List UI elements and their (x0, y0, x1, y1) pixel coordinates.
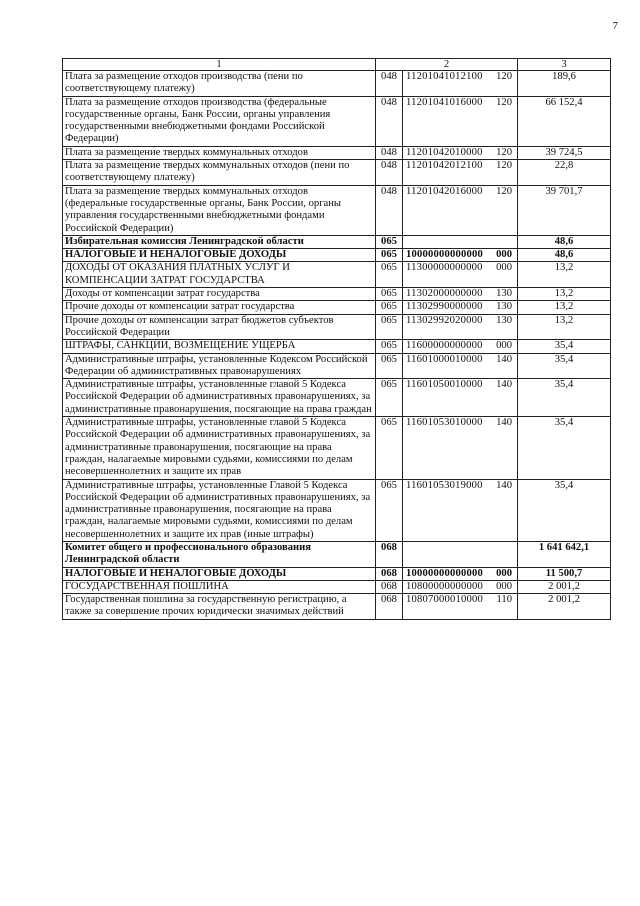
row-amount-cell: 13,2 (518, 262, 611, 288)
table-row (63, 580, 611, 593)
row-classification-cell (403, 262, 518, 288)
row-admin-code-cell: 048 (376, 185, 403, 235)
row-classification-cell (403, 353, 518, 379)
row-amount-cell: 39 724,5 (518, 146, 611, 159)
row-classification-code: 11201042012100 (406, 160, 483, 172)
row-admin-code-cell: 048 (376, 146, 403, 159)
row-amount-cell: 35,4 (518, 417, 611, 479)
row-classification-cell (403, 340, 518, 353)
row-amount-cell: 2 001,2 (518, 580, 611, 593)
row-subtype-code: 000 (496, 580, 513, 592)
row-name-cell: ГОСУДАРСТВЕННАЯ ПОШЛИНА (63, 580, 376, 593)
row-amount-cell: 48,6 (518, 249, 611, 262)
row-admin-code-cell: 068 (376, 541, 403, 567)
row-classification-cell (403, 235, 518, 248)
row-subtype-code: 120 (496, 146, 513, 158)
row-subtype-code: 140 (496, 417, 513, 429)
header-col-2: 2 (376, 59, 518, 71)
row-amount-cell: 48,6 (518, 235, 611, 248)
row-classification-code: 10000000000000 (406, 567, 483, 579)
row-classification-cell (403, 301, 518, 314)
header-row (63, 59, 611, 71)
row-subtype-code: 120 (496, 185, 513, 197)
row-name-cell: Прочие доходы от компенсации затрат государства (63, 301, 376, 314)
row-admin-code-cell: 065 (376, 314, 403, 340)
row-classification-code: 11302990000000 (406, 301, 483, 313)
table-row (63, 262, 611, 288)
row-classification-code: 11302992020000 (406, 314, 483, 326)
row-amount-cell: 189,6 (518, 71, 611, 97)
row-classification-cell (403, 417, 518, 479)
row-subtype-code: 130 (496, 288, 513, 300)
row-classification-code: 11201042010000 (406, 146, 483, 158)
row-subtype-code: 130 (496, 314, 513, 326)
row-admin-code-cell: 065 (376, 288, 403, 301)
row-subtype-code: 000 (496, 567, 513, 579)
row-amount-cell: 13,2 (518, 288, 611, 301)
row-classification-cell (403, 288, 518, 301)
row-admin-code-cell: 065 (376, 249, 403, 262)
row-admin-code-cell: 048 (376, 96, 403, 146)
row-classification-cell (403, 71, 518, 97)
row-classification-code: 10807000010000 (406, 594, 483, 606)
row-amount-cell: 35,4 (518, 479, 611, 541)
row-classification-code: 11601053010000 (406, 417, 483, 429)
row-name-cell: Государственная пошлина за государственную регистрацию, а также за совершение прочих юридически значимых действий (63, 594, 376, 620)
row-classification-cell (403, 580, 518, 593)
row-subtype-code: 000 (496, 249, 513, 261)
row-amount-cell: 35,4 (518, 353, 611, 379)
row-classification-code: 10000000000000 (406, 249, 483, 261)
row-subtype-code: 110 (496, 594, 513, 606)
row-classification-cell (403, 567, 518, 580)
row-name-cell: Плата за размещение твердых коммунальных отходов (пени по соответствующему платежу) (63, 160, 376, 186)
table-row (63, 594, 611, 620)
row-classification-cell (403, 379, 518, 417)
row-name-cell: Административные штрафы, установленные Главой 5 Кодекса Российской Федерации об административных правонарушениях, за административные правонарушения, посягающие на права граждан, налагаемые мировыми судьями, комиссиями по делам несовершеннолетних и защите их прав (иные штрафы) (63, 479, 376, 541)
row-classification-code: 11201041012100 (406, 71, 483, 82)
row-classification-cell (403, 594, 518, 620)
page-number: 7 (612, 20, 618, 32)
table-row (63, 479, 611, 541)
table-row (63, 185, 611, 235)
row-classification-code: 11601050010000 (406, 379, 483, 391)
row-amount-cell: 66 152,4 (518, 96, 611, 146)
row-classification-code: 11601053019000 (406, 479, 483, 491)
row-subtype-code: 000 (496, 262, 513, 274)
row-admin-code-cell: 065 (376, 353, 403, 379)
row-name-cell: Плата за размещение отходов производства (федеральные государственные органы, Банк России, органы управления государственными внебюджетными фондами Российской Федерации) (63, 96, 376, 146)
row-amount-cell: 39 701,7 (518, 185, 611, 235)
row-admin-code-cell: 065 (376, 262, 403, 288)
budget-revenue-table (62, 58, 611, 620)
row-classification-code: 11300000000000 (406, 262, 483, 274)
row-classification-code: 11601000010000 (406, 353, 483, 365)
row-admin-code-cell: 065 (376, 235, 403, 248)
row-subtype-code: 140 (496, 353, 513, 365)
table-row (63, 288, 611, 301)
row-name-cell: Административные штрафы, установленные главой 5 Кодекса Российской Федерации об административных правонарушениях, за административные правонарушения, посягающие на права граждан, налагаемые мировыми судьями, комиссиями по делам несовершеннолетних и защите их прав (63, 417, 376, 479)
row-classification-cell (403, 314, 518, 340)
row-admin-code-cell: 065 (376, 301, 403, 314)
row-amount-cell: 13,2 (518, 301, 611, 314)
row-admin-code-cell: 068 (376, 580, 403, 593)
table-row (63, 314, 611, 340)
row-classification-cell (403, 479, 518, 541)
row-classification-code: 11201041016000 (406, 96, 483, 108)
row-amount-cell: 11 500,7 (518, 567, 611, 580)
row-subtype-code: 120 (496, 96, 513, 108)
table-row (63, 96, 611, 146)
row-name-cell: ДОХОДЫ ОТ ОКАЗАНИЯ ПЛАТНЫХ УСЛУГ И КОМПЕНСАЦИИ ЗАТРАТ ГОСУДАРСТВА (63, 262, 376, 288)
table-row (63, 160, 611, 186)
row-amount-cell: 35,4 (518, 379, 611, 417)
row-name-cell: Прочие доходы от компенсации затрат бюджетов субъектов Российской Федерации (63, 314, 376, 340)
row-name-cell: Комитет общего и профессионального образования Ленинградской области (63, 541, 376, 567)
row-name-cell: Избирательная комиссия Ленинградской области (63, 235, 376, 248)
header-col-1: 1 (63, 59, 376, 71)
row-subtype-code: 120 (496, 71, 513, 82)
row-amount-cell: 2 001,2 (518, 594, 611, 620)
row-amount-cell: 22,8 (518, 160, 611, 186)
row-amount-cell: 13,2 (518, 314, 611, 340)
table-row (63, 71, 611, 97)
row-classification-code: 11302000000000 (406, 288, 483, 300)
row-name-cell: Плата за размещение твердых коммунальных отходов (федеральные государственные органы, Банк России, органы управления государственными внебюджетными фондами Российской Федерации) (63, 185, 376, 235)
row-name-cell: НАЛОГОВЫЕ И НЕНАЛОГОВЫЕ ДОХОДЫ (63, 249, 376, 262)
row-classification-cell (403, 541, 518, 567)
row-name-cell: ШТРАФЫ, САНКЦИИ, ВОЗМЕЩЕНИЕ УЩЕРБА (63, 340, 376, 353)
row-subtype-code: 140 (496, 379, 513, 391)
row-classification-cell (403, 249, 518, 262)
row-subtype-code: 130 (496, 301, 513, 313)
row-name-cell: Доходы от компенсации затрат государства (63, 288, 376, 301)
table-row (63, 340, 611, 353)
table-row (63, 417, 611, 479)
row-name-cell: Плата за размещение твердых коммунальных отходов (63, 146, 376, 159)
row-name-cell: Административные штрафы, установленные Кодексом Российской Федерации об административных правонарушениях (63, 353, 376, 379)
table-row (63, 235, 611, 248)
row-name-cell: Плата за размещение отходов производства (пени по соответствующему платежу) (63, 71, 376, 97)
table-row (63, 541, 611, 567)
table-row (63, 353, 611, 379)
row-admin-code-cell: 065 (376, 379, 403, 417)
table-body (63, 71, 611, 620)
row-admin-code-cell: 065 (376, 417, 403, 479)
row-classification-code: 10800000000000 (406, 580, 483, 592)
row-admin-code-cell: 048 (376, 160, 403, 186)
row-admin-code-cell: 068 (376, 594, 403, 620)
row-name-cell: Административные штрафы, установленные главой 5 Кодекса Российской Федерации об административных правонарушениях, за административные правонарушения, посягающие на права граждан (63, 379, 376, 417)
row-admin-code-cell: 048 (376, 71, 403, 97)
row-admin-code-cell: 068 (376, 567, 403, 580)
table-header (63, 59, 611, 71)
row-classification-cell (403, 96, 518, 146)
row-classification-cell (403, 160, 518, 186)
row-classification-cell (403, 185, 518, 235)
row-classification-cell (403, 146, 518, 159)
row-amount-cell: 1 641 642,1 (518, 541, 611, 567)
table-row (63, 301, 611, 314)
row-classification-code: 11201042016000 (406, 185, 483, 197)
row-amount-cell: 35,4 (518, 340, 611, 353)
row-subtype-code: 000 (496, 340, 513, 352)
table-row (63, 379, 611, 417)
table-row (63, 249, 611, 262)
row-admin-code-cell: 065 (376, 340, 403, 353)
table-row (63, 146, 611, 159)
row-subtype-code: 140 (496, 479, 513, 491)
row-admin-code-cell: 065 (376, 479, 403, 541)
row-classification-code: 11600000000000 (406, 340, 483, 352)
table-row (63, 567, 611, 580)
row-name-cell: НАЛОГОВЫЕ И НЕНАЛОГОВЫЕ ДОХОДЫ (63, 567, 376, 580)
row-subtype-code: 120 (496, 160, 513, 172)
header-col-3: 3 (518, 59, 611, 71)
